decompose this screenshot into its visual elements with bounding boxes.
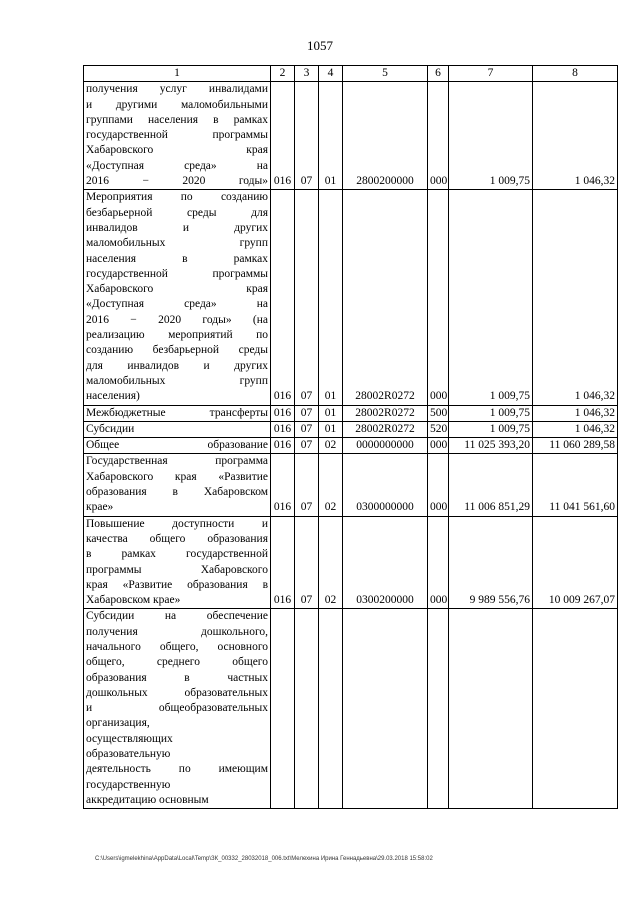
cell-c7: 1 009,75 xyxy=(449,405,533,421)
page-number: 1057 xyxy=(307,38,333,53)
cell-c7: 11 025 393,20 xyxy=(449,438,533,454)
row-name-line: группами населения в рамках xyxy=(86,113,268,126)
cell-c8: 1 046,32 xyxy=(533,82,618,190)
row-name-cell xyxy=(84,516,271,609)
row-name-line: деятельность по имеющим xyxy=(86,763,268,776)
header-row xyxy=(84,66,618,82)
cell-c3 xyxy=(295,609,319,809)
cell-c7: 1 009,75 xyxy=(449,82,533,190)
header-cell: 5 xyxy=(343,66,428,82)
cell-c3: 07 xyxy=(295,516,319,609)
row-name-line: Хабаровского края xyxy=(86,144,268,157)
row-name-line: получения дошкольного, xyxy=(86,625,268,638)
row-name-line: Повышение доступности и xyxy=(86,517,268,530)
row-name-line: Субсидии на обеспечение xyxy=(86,610,268,623)
cell-c3: 07 xyxy=(295,421,319,437)
cell-c2: 016 xyxy=(271,516,295,609)
row-name-line: населения в рамках xyxy=(86,252,268,265)
cell-c7 xyxy=(449,609,533,809)
row-name-line: образования в частных xyxy=(86,671,268,684)
row-name-line: инвалидов и других xyxy=(86,221,268,234)
cell-c4: 01 xyxy=(319,82,343,190)
cell-c8 xyxy=(533,609,618,809)
cell-c4: 01 xyxy=(319,190,343,405)
table-row xyxy=(84,421,618,437)
cell-c5: 28002R0272 xyxy=(343,405,428,421)
row-name-line: Общее образование xyxy=(86,439,268,452)
cell-c7: 9 989 556,76 xyxy=(449,516,533,609)
row-name-line: Государственная программа xyxy=(86,455,268,468)
row-name-line: программы Хабаровского xyxy=(86,563,268,576)
row-name-line: получения услуг инвалидами xyxy=(86,83,268,96)
row-name-line: «Доступная среда» на xyxy=(86,298,268,311)
row-name-line: населения) xyxy=(86,390,140,403)
row-name-line: и общеобразовательных xyxy=(86,702,268,715)
row-name-line: в рамках государственной xyxy=(86,548,268,561)
header-cell: 7 xyxy=(449,66,533,82)
cell-c3: 07 xyxy=(295,405,319,421)
row-name-line: созданию безбарьерной среды xyxy=(86,344,268,357)
cell-c7: 1 009,75 xyxy=(449,190,533,405)
row-name-cell xyxy=(84,609,271,809)
header-cell: 2 xyxy=(271,66,295,82)
cell-c5: 28002R0272 xyxy=(343,190,428,405)
row-name-line: аккредитацию основным xyxy=(86,793,209,806)
cell-c6: 000 xyxy=(428,190,449,405)
row-name-line: дошкольных образовательных xyxy=(86,686,268,699)
header-cell: 3 xyxy=(295,66,319,82)
row-name-line: Хабаровского края xyxy=(86,283,268,296)
row-name-line: крае» xyxy=(86,501,114,514)
row-name-cell xyxy=(84,190,271,405)
row-name-cell xyxy=(84,454,271,516)
cell-c4: 01 xyxy=(319,405,343,421)
row-name-line: и другими маломобильными xyxy=(86,98,268,111)
header-cell: 6 xyxy=(428,66,449,82)
row-name-cell xyxy=(84,82,271,190)
cell-c6: 000 xyxy=(428,82,449,190)
cell-c4: 02 xyxy=(319,454,343,516)
row-name-line: качества общего образования xyxy=(86,532,268,545)
file-path-footer: C:\Users\igmelekhina\AppData\Local\Temp\ЗК_00332_28032018_006.txt\Мелехина Ирина Геннадьевна\29.03.2018 15:58:02 xyxy=(95,856,433,862)
cell-c5: 2800200000 xyxy=(343,82,428,190)
cell-c2: 016 xyxy=(271,454,295,516)
cell-c2: 016 xyxy=(271,82,295,190)
row-name-cell xyxy=(84,438,271,454)
row-name-line: образовательную xyxy=(86,748,171,761)
row-name-line: образования в Хабаровском xyxy=(86,486,268,499)
row-name-line: для инвалидов и других xyxy=(86,359,268,372)
cell-c7: 11 006 851,29 xyxy=(449,454,533,516)
cell-c6: 520 xyxy=(428,421,449,437)
row-name-line: Межбюджетные трансферты xyxy=(86,406,268,419)
row-name-line: осуществляющих xyxy=(86,732,173,745)
cell-c6: 500 xyxy=(428,405,449,421)
row-name-line: края «Развитие образования в xyxy=(86,578,268,591)
cell-c4: 02 xyxy=(319,516,343,609)
row-name-line: государственной программы xyxy=(86,267,268,280)
row-name-line: Хабаровском крае» xyxy=(86,594,181,607)
row-name-line: маломобильных групп xyxy=(86,237,268,250)
row-name-line: начального общего, основного xyxy=(86,640,268,653)
cell-c2: 016 xyxy=(271,421,295,437)
row-name-line: организация, xyxy=(86,717,150,730)
cell-c6: 000 xyxy=(428,516,449,609)
cell-c6 xyxy=(428,609,449,809)
cell-c8: 1 046,32 xyxy=(533,421,618,437)
cell-c7: 1 009,75 xyxy=(449,421,533,437)
cell-c3: 07 xyxy=(295,438,319,454)
row-name-line: общего, среднего общего xyxy=(86,656,268,669)
cell-c3: 07 xyxy=(295,454,319,516)
table-row xyxy=(84,190,618,405)
cell-c2 xyxy=(271,609,295,809)
row-name-line: «Доступная среда» на xyxy=(86,159,268,172)
row-name-line: государственной программы xyxy=(86,129,268,142)
table-row xyxy=(84,405,618,421)
cell-c3: 07 xyxy=(295,82,319,190)
cell-c4: 01 xyxy=(319,421,343,437)
table-row xyxy=(84,438,618,454)
cell-c2: 016 xyxy=(271,438,295,454)
row-name-cell xyxy=(84,405,271,421)
cell-c8: 11 060 289,58 xyxy=(533,438,618,454)
cell-c5: 0300000000 xyxy=(343,454,428,516)
cell-c8: 11 041 561,60 xyxy=(533,454,618,516)
row-name-cell xyxy=(84,421,271,437)
cell-c3: 07 xyxy=(295,190,319,405)
table-row xyxy=(84,454,618,516)
cell-c4 xyxy=(319,609,343,809)
cell-c2: 016 xyxy=(271,190,295,405)
cell-c8: 10 009 267,07 xyxy=(533,516,618,609)
cell-c5: 0000000000 xyxy=(343,438,428,454)
cell-c8: 1 046,32 xyxy=(533,190,618,405)
row-name-line: реализацию мероприятий по xyxy=(86,329,268,342)
table-row xyxy=(84,82,618,190)
cell-c4: 02 xyxy=(319,438,343,454)
row-name-line: Хабаровского края «Развитие xyxy=(86,470,268,483)
cell-c6: 000 xyxy=(428,438,449,454)
cell-c2: 016 xyxy=(271,405,295,421)
row-name-line: маломобильных групп xyxy=(86,374,268,387)
row-name-line: Мероприятия по созданию xyxy=(86,191,268,204)
cell-c5: 28002R0272 xyxy=(343,421,428,437)
row-name-line: безбарьерной среды для xyxy=(86,206,268,219)
header-cell: 8 xyxy=(533,66,618,82)
cell-c8: 1 046,32 xyxy=(533,405,618,421)
header-cell: 1 xyxy=(84,66,271,82)
row-name-line: 2016 − 2020 годы» (на xyxy=(86,313,268,326)
table-row xyxy=(84,516,618,609)
cell-c6: 000 xyxy=(428,454,449,516)
budget-table xyxy=(83,65,618,809)
row-name-line: 2016 − 2020 годы» xyxy=(86,175,268,188)
header-cell: 4 xyxy=(319,66,343,82)
row-name-line: государственную xyxy=(86,778,171,791)
cell-c5: 0300200000 xyxy=(343,516,428,609)
cell-c5 xyxy=(343,609,428,809)
row-name-line: Субсидии xyxy=(86,422,135,435)
table-row xyxy=(84,609,618,809)
